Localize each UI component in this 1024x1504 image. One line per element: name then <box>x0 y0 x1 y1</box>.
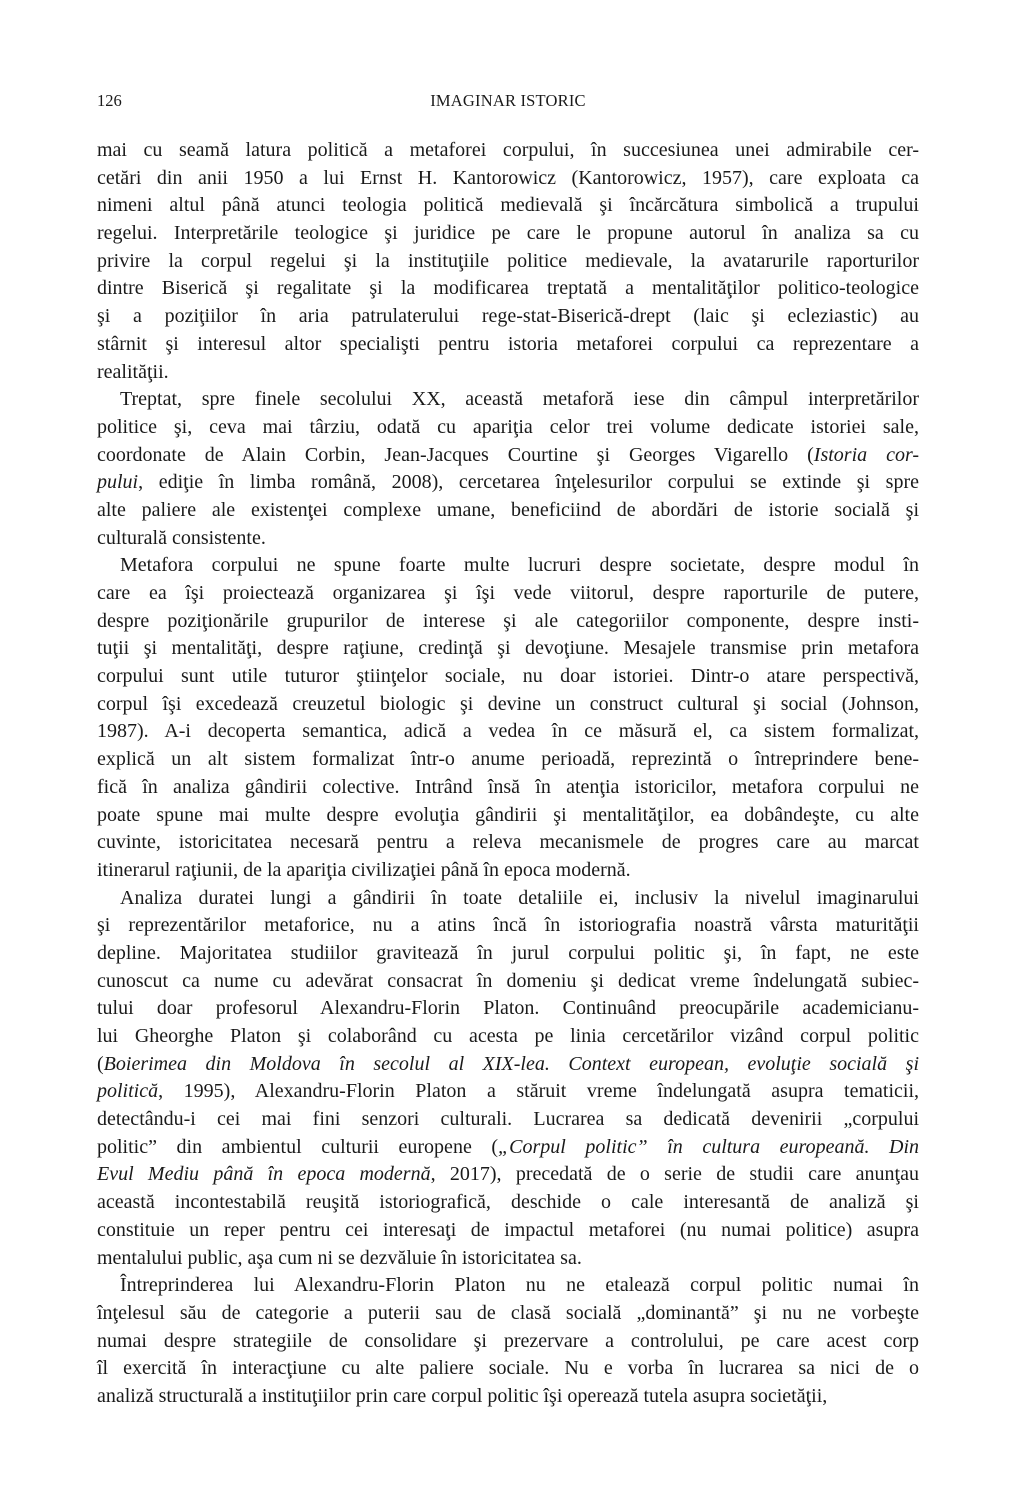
text-line: înţelesul său de categorie a puterii sau de clasă socială „dominantă” şi nu ne vorbeşte <box>97 1301 919 1324</box>
paragraph <box>97 137 919 386</box>
paragraph <box>97 552 919 884</box>
text-line: depline. Majoritatea studiilor gravitează în jurul corpului politic şi, în fapt, ne este <box>97 941 919 964</box>
text-line: explică un alt sistem formalizat într-o anume perioadă, reprezintă o întreprindere bene- <box>97 748 919 771</box>
text-line: corpul îşi excedează creuzetul biologic şi devine un construct cultural şi social (Johnson, <box>97 692 919 715</box>
running-header <box>97 91 919 115</box>
text-line: numai despre strategiile de consolidare şi prezervare a controlului, pe care acest corp <box>97 1329 919 1352</box>
text-line: 1987). A-i decoperta semantica, adică a vedea în ce măsură el, ca sistem formalizat, <box>97 720 919 743</box>
text-line: regelui. Interpretările teologice şi juridice pe care le propune autorul în analiza sa cu <box>97 222 919 245</box>
text-line: analiză structurală a instituţiilor prin care corpul politic îşi operează tutela asupra societăţii, <box>97 1384 828 1407</box>
paragraph <box>97 386 919 552</box>
text-line: dintre Biserică şi regalitate şi la modificarea treptată a mentalităţilor politico-teologice <box>97 277 919 300</box>
text-line: culturală consistente. <box>97 526 266 549</box>
text-line: mentalului public, aşa cum ni se dezvăluie în istoricitatea sa. <box>97 1246 582 1269</box>
text-line: care ea îşi proiectează organizarea şi îşi vede viitorul, despre raporturile de putere, <box>97 582 919 604</box>
journal-title: IMAGINAR ISTORIC <box>430 91 586 110</box>
paragraph <box>97 885 919 1273</box>
text-line: şi reprezentărilor metaforice, nu a atins încă în istoriografia noastră vârsta maturităţii <box>97 914 919 937</box>
text-line: pului, ediţie în limba română, 2008), cercetarea înţelesurilor corpului se extinde şi spre <box>97 471 919 494</box>
text-line: stârnit şi interesul altor specialişti pentru istoria metaforei corpului ca reprezentare a <box>97 332 919 355</box>
text-line: cuvinte, istoricitatea necesară pentru a releva mecanismele de progres care au marcat <box>97 831 919 854</box>
text-line: privire la corpul regelui şi la instituţiile politice medievale, la avatarurile raporturilor <box>97 249 919 272</box>
text-line: Evul Mediu până în epoca modernă, 2017), precedată de o serie de studii care anunţau <box>97 1163 919 1186</box>
text-line: îl exercită în interacţiune cu alte paliere sociale. Nu e vorba în lucrarea sa nici de o <box>97 1357 919 1380</box>
paragraph <box>97 1272 919 1410</box>
text-line: şi a poziţiilor în aria patrulaterului rege-stat-Biserică-drept (laic şi ecleziastic) au <box>97 305 919 328</box>
text-line: alte paliere ale existenţei complexe umane, beneficiind de abordări de istorie socială şi <box>97 498 919 521</box>
text-line: constituie un reper pentru cei interesaţi de impactul metaforei (nu numai politice) asupra <box>97 1218 919 1241</box>
text-line: corpului sunt utile tuturor ştiinţelor sociale, nu doar istoriei. Dintr-o atare perspectivă, <box>97 665 919 688</box>
text-line: cunoscut ca nume cu adevărat consacrat în domeniu şi dedicat vreme îndelungată subiec- <box>97 969 919 992</box>
text-line: detectându-i cei mai fini senzori culturali. Lucrarea sa dedicată devenirii „corpului <box>97 1108 919 1131</box>
text-line: fică în analiza gândirii colective. Intrând însă în atenţia istoricilor, metafora corpului ne <box>97 775 919 798</box>
text-line: tuţii şi mentalităţi, despre raţiune, credinţă şi devoţiune. Mesajele transmise prin metafora <box>97 637 919 660</box>
text-line: (Boierimea din Moldova în secolul al XIX-lea. Context european, evoluţie socială şi <box>97 1052 919 1075</box>
text-line: cetări din anii 1950 a lui Ernst H. Kantorowicz (Kantorowicz, 1957), care exploata ca <box>97 166 919 189</box>
text-line: Treptat, spre finele secolului XX, această metaforă iese din câmpul interpretărilor <box>120 388 919 411</box>
text-line: mai cu seamă latura politică a metaforei corpului, în succesiunea unei admirabile cer- <box>97 139 919 161</box>
text-line: Întreprinderea lui Alexandru-Florin Platon nu ne etalează corpul politic numai în <box>120 1274 919 1297</box>
text-line: lui Gheorghe Platon şi colaborând cu acesta pe linia cercetărilor vizând corpul politic <box>97 1025 919 1047</box>
text-line: nimeni altul până atunci teologia politică medievală şi încărcătura simbolică a trupului <box>97 194 919 217</box>
text-line: politică, 1995), Alexandru-Florin Platon a stăruit vreme îndelungată asupra tematicii, <box>97 1080 919 1103</box>
text-line: politic” din ambientul culturii europene („Corpul politic” în cultura europeană. Din <box>97 1135 920 1158</box>
text-line: despre poziţionările grupurilor de interese şi ale categoriilor componente, despre insti- <box>97 609 919 632</box>
page-number: 126 <box>97 91 122 110</box>
text-line: Metafora corpului ne spune foarte multe lucruri despre societate, despre modul în <box>120 554 919 577</box>
body-text <box>97 137 919 1411</box>
text-line: Analiza duratei lungi a gândirii în toate detaliile ei, inclusiv la nivelul imaginarului <box>120 886 919 909</box>
text-line: coordonate de Alain Corbin, Jean-Jacques Courtine şi Georges Vigarello (Istoria cor- <box>97 443 919 466</box>
text-line: tului doar profesorul Alexandru-Florin Platon. Continuând preocupările academicianu- <box>97 997 919 1020</box>
text-line: itinerarul raţiunii, de la apariţia civilizaţiei până în epoca modernă. <box>97 858 631 881</box>
text-line: realităţii. <box>97 360 169 383</box>
text-line: poate spune mai multe despre evoluţia gândirii şi mentalităţilor, ea dobândeşte, cu alte <box>97 803 919 826</box>
text-line: politice şi, ceva mai târziu, odată cu apariţia celor trei volume dedicate istoriei sale, <box>97 415 919 438</box>
text-line: această incontestabilă reuşită istoriografică, deschide o cale interesantă de analiză şi <box>97 1191 919 1214</box>
